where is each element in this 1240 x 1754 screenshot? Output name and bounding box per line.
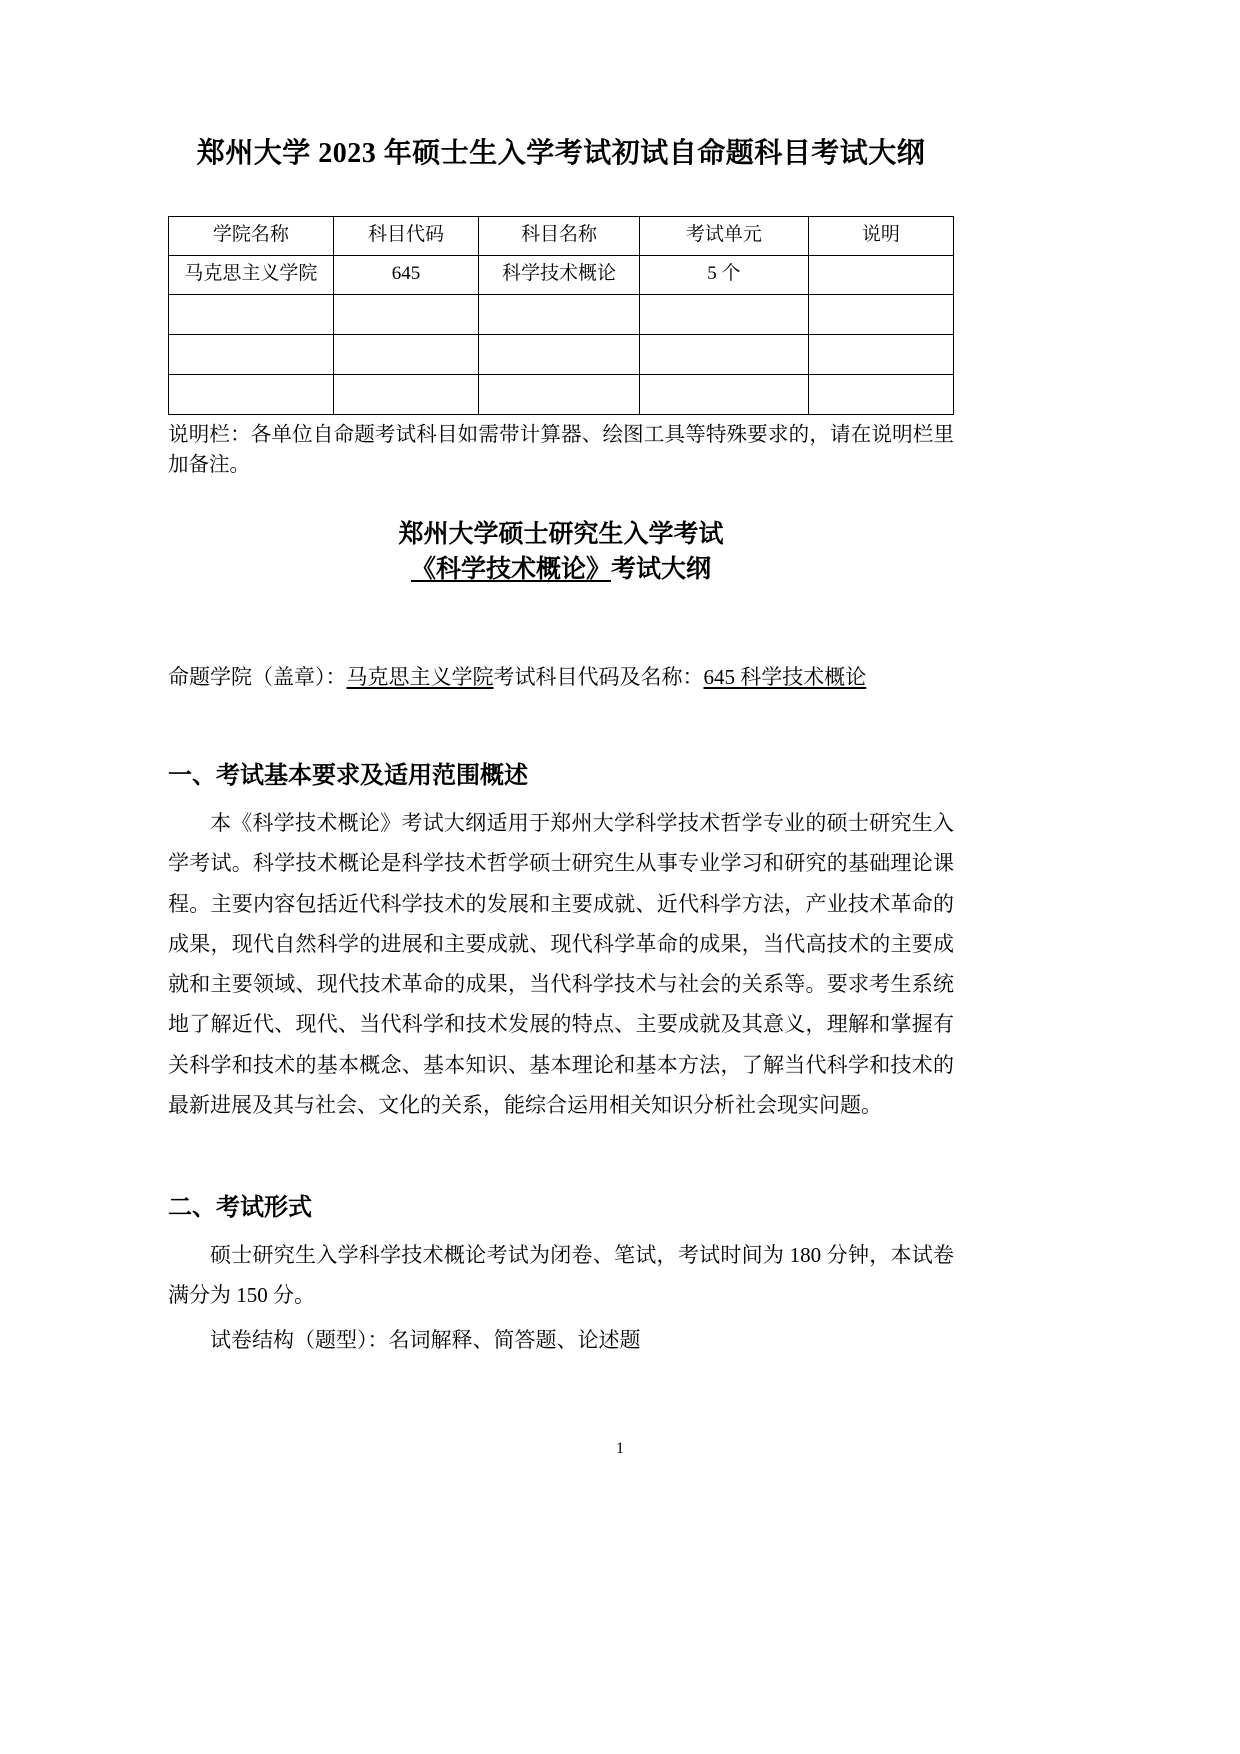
table-cell-code [333, 375, 478, 415]
table-note: 说明栏：各单位自命题考试科目如需带计算器、绘图工具等特殊要求的，请在说明栏里加备注。 [168, 424, 954, 477]
table-cell-college [169, 335, 334, 375]
exam-outline-heading-line1: 郑州大学硕士研究生入学考试 [398, 519, 724, 548]
meta-college-value: 马克思主义学院 [346, 664, 494, 689]
table-header-cell: 学院名称 [169, 217, 334, 256]
meta-subject-label: 考试科目代码及名称： [493, 664, 704, 689]
section-heading-1: 一、考试基本要求及适用范围概述 [168, 762, 528, 790]
meta-subject-value: 645 科学技术概论 [703, 664, 867, 689]
table-row [169, 295, 954, 335]
table-cell-units [639, 375, 808, 415]
page-title: 郑州大学 2023 年硕士生入学考试初试自命题科目考试大纲 [196, 138, 926, 169]
table-cell-code: 645 [333, 256, 478, 295]
table-header-cell: 科目名称 [479, 217, 640, 256]
table-cell-units [639, 295, 808, 335]
table-header-cell: 科目代码 [333, 217, 478, 256]
table-cell-remark [808, 295, 953, 335]
subject-table [168, 216, 954, 415]
section-2-paragraph-2: 试卷结构（题型）：名词解释、简答题、论述题 [210, 1327, 641, 1352]
table-header-row [169, 217, 954, 256]
meta-line [168, 662, 954, 694]
table-cell-college [169, 295, 334, 335]
table-cell-code [333, 295, 478, 335]
table-row [169, 375, 954, 415]
table-cell-units: 5 个 [639, 256, 808, 295]
outline-suffix: 考试大纲 [611, 555, 712, 584]
table-cell-subject [479, 335, 640, 375]
section-1-paragraph-1: 本《科学技术概论》考试大纲适用于郑州大学科学技术哲学专业的硕士研究生入学考试。科学技术概论是科学技术哲学硕士研究生从事专业学习和研究的基础理论课程。主要内容包括近代科学技术的发展和主要成就、近代科学方法，产业技术革命的成果，现代自然科学的进展和主要成就、现代科学革命的成果，当代高技术的主要成就和主要领域、现代技术革命的成果，当代科学技术与社会的关系等。要求考生系统地了解近代、现代、当代科学和技术发展的特点、主要成就及其意义，理解和掌握有关科学和技术的基本概念、基本知识、基本理论和基本方法，了解当代科学和技术的最新进展及其与社会、文化的关系，能综合运用相关知识分析社会现实问题。 [168, 810, 954, 1118]
meta-college-label: 命题学院（盖章）： [168, 664, 347, 689]
table-cell-remark [808, 375, 953, 415]
table-cell-college [169, 375, 334, 415]
table-cell-college: 马克思主义学院 [169, 256, 334, 295]
section-heading-2: 二、考试形式 [168, 1194, 312, 1222]
table-header-cell: 说明 [808, 217, 953, 256]
table-cell-code [333, 335, 478, 375]
table-cell-units [639, 335, 808, 375]
section-2-paragraph-1: 硕士研究生入学科学技术概论考试为闭卷、笔试，考试时间为 180 分钟，本试卷满分为 150 分。 [168, 1243, 954, 1308]
exam-outline-heading-line2 [168, 552, 954, 588]
table-row [169, 256, 954, 295]
table-cell-subject: 科学技术概论 [479, 256, 640, 295]
page-content [168, 0, 954, 1360]
table-cell-remark [808, 335, 953, 375]
table-cell-subject [479, 295, 640, 335]
subject-name-underlined: 《科学技术概论》 [410, 555, 611, 584]
page-number: 1 [616, 1440, 624, 1457]
table-row [169, 335, 954, 375]
table-cell-remark [808, 256, 953, 295]
table-cell-subject [479, 375, 640, 415]
exam-outline-heading [168, 517, 954, 588]
table-header-cell: 考试单元 [639, 217, 808, 256]
